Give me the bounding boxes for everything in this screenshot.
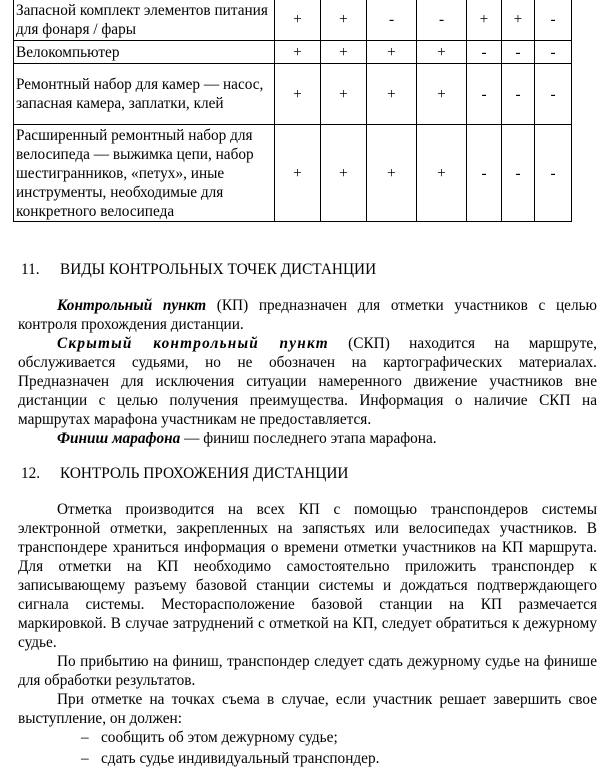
equipment-name-cell: Ремонтный набор для камер — насос, запасная камера, заплатки, клей [14,64,275,125]
paragraph-text: При отметке на точках съема в случае, если участник решает завершить свое выступление, он должен: [18,691,597,727]
paragraph-finish-transponder [18,652,597,690]
requirement-mark-cell: - [502,41,535,64]
paragraph-marking [18,500,597,652]
paragraph-text: — финиш последнего этапа марафона. [180,430,437,447]
list-item [81,749,379,768]
requirement-mark-cell: + [417,125,467,222]
requirement-mark-cell: + [275,64,321,125]
requirement-mark-cell: - [417,0,467,41]
requirement-mark-cell: + [321,41,367,64]
requirement-mark-cell: + [367,125,417,222]
table-row [14,64,572,125]
section-number: 11. [21,261,40,278]
section-title: ВИДЫ КОНТРОЛЬНЫХ ТОЧЕК ДИСТАНЦИИ [60,261,377,278]
equipment-name-cell: Велокомпьютер [14,41,275,64]
requirement-mark-cell: + [321,64,367,125]
requirement-mark-cell: + [275,0,321,41]
requirement-mark-cell: - [535,0,572,41]
paragraph-text: Отметка производится на всех КП с помощью транспондеров системы электронной отметки, закрепленных на запястьях или велосипедах участников. В транспондере храниться информация о времени отметки участников на КП маршрута. Для отметки на КП необходимо самостоятельно приложить транспондер к записывающему разъему базовой станции системы и дождаться подтверждающего сигнала системы. Месторасположение базовой станции на КП размечается маркировкой. В случае затруднений с отметкой на КП, следует обратиться к дежурному судье. [18,501,597,651]
table-row [14,125,572,222]
list-item-text: сдать судье индивидуальный транспондер. [101,750,380,767]
requirement-mark-cell: + [417,64,467,125]
requirement-mark-cell: - [467,125,502,222]
list-item-text: сообщить об этом дежурному судье; [101,729,338,746]
paragraph-text: По прибытию на финиш, транспондер следует сдать дежурному судье на финише для обработки результатов. [18,653,597,689]
paragraph-finish [18,429,597,448]
dash-marker: – [81,750,89,767]
table-row [14,41,572,64]
equipment-name-cell: Запасной комплект элементов питания для фонаря / фары [14,0,275,41]
paragraph-text: (КП) предназначен для отметки участников с целью контроля прохождения дистанции. [18,297,597,333]
requirement-mark-cell: - [535,125,572,222]
paragraph-control-point [18,296,597,334]
requirement-mark-cell: + [275,41,321,64]
list-item [81,728,338,747]
requirement-mark-cell: + [502,0,535,41]
requirement-mark-cell: + [367,64,417,125]
requirement-mark-cell: - [535,64,572,125]
equipment-table [13,0,572,222]
requirement-mark-cell: + [417,41,467,64]
requirement-mark-cell: - [467,41,502,64]
requirement-mark-cell: - [367,0,417,41]
requirement-mark-cell: + [467,0,502,41]
requirement-mark-cell: + [321,125,367,222]
table-row [14,0,572,41]
requirement-mark-cell: + [321,0,367,41]
section-title: КОНТРОЛЬ ПРОХОЖЕНИЯ ДИСТАНЦИИ [60,465,349,482]
paragraph-hidden-control-point [18,334,597,429]
term-control-point: Контрольный пункт [57,297,207,314]
requirement-mark-cell: + [367,41,417,64]
requirement-mark-cell: - [502,125,535,222]
requirement-mark-cell: - [535,41,572,64]
term-finish: Финиш марафона [57,430,181,447]
paragraph-withdrawal [18,690,597,728]
requirement-mark-cell: + [275,125,321,222]
paragraph-text: (СКП) находится на маршруте, обслуживается судьями, но не обозначен на картографических материалах. Предназначен для исключения ситуации намеренного движение участников вне дистанции с целью получения преимущества. Информация о наличие СКП на маршрутах марафона участникам не предоставляется. [18,335,597,428]
requirement-mark-cell: - [467,64,502,125]
equipment-name-cell: Расширенный ремонтный набор для велосипеда — выжимка цепи, набор шестигранников, «петух», иные инструменты, необходимые для конкретного велосипеда [14,125,275,222]
term-hidden-control-point: Скрытый контрольный пункт [57,335,329,352]
section-11-heading [21,260,376,279]
requirement-mark-cell: - [502,64,535,125]
section-12-heading [21,464,348,483]
section-number: 12. [21,465,41,482]
dash-marker: – [81,729,89,746]
